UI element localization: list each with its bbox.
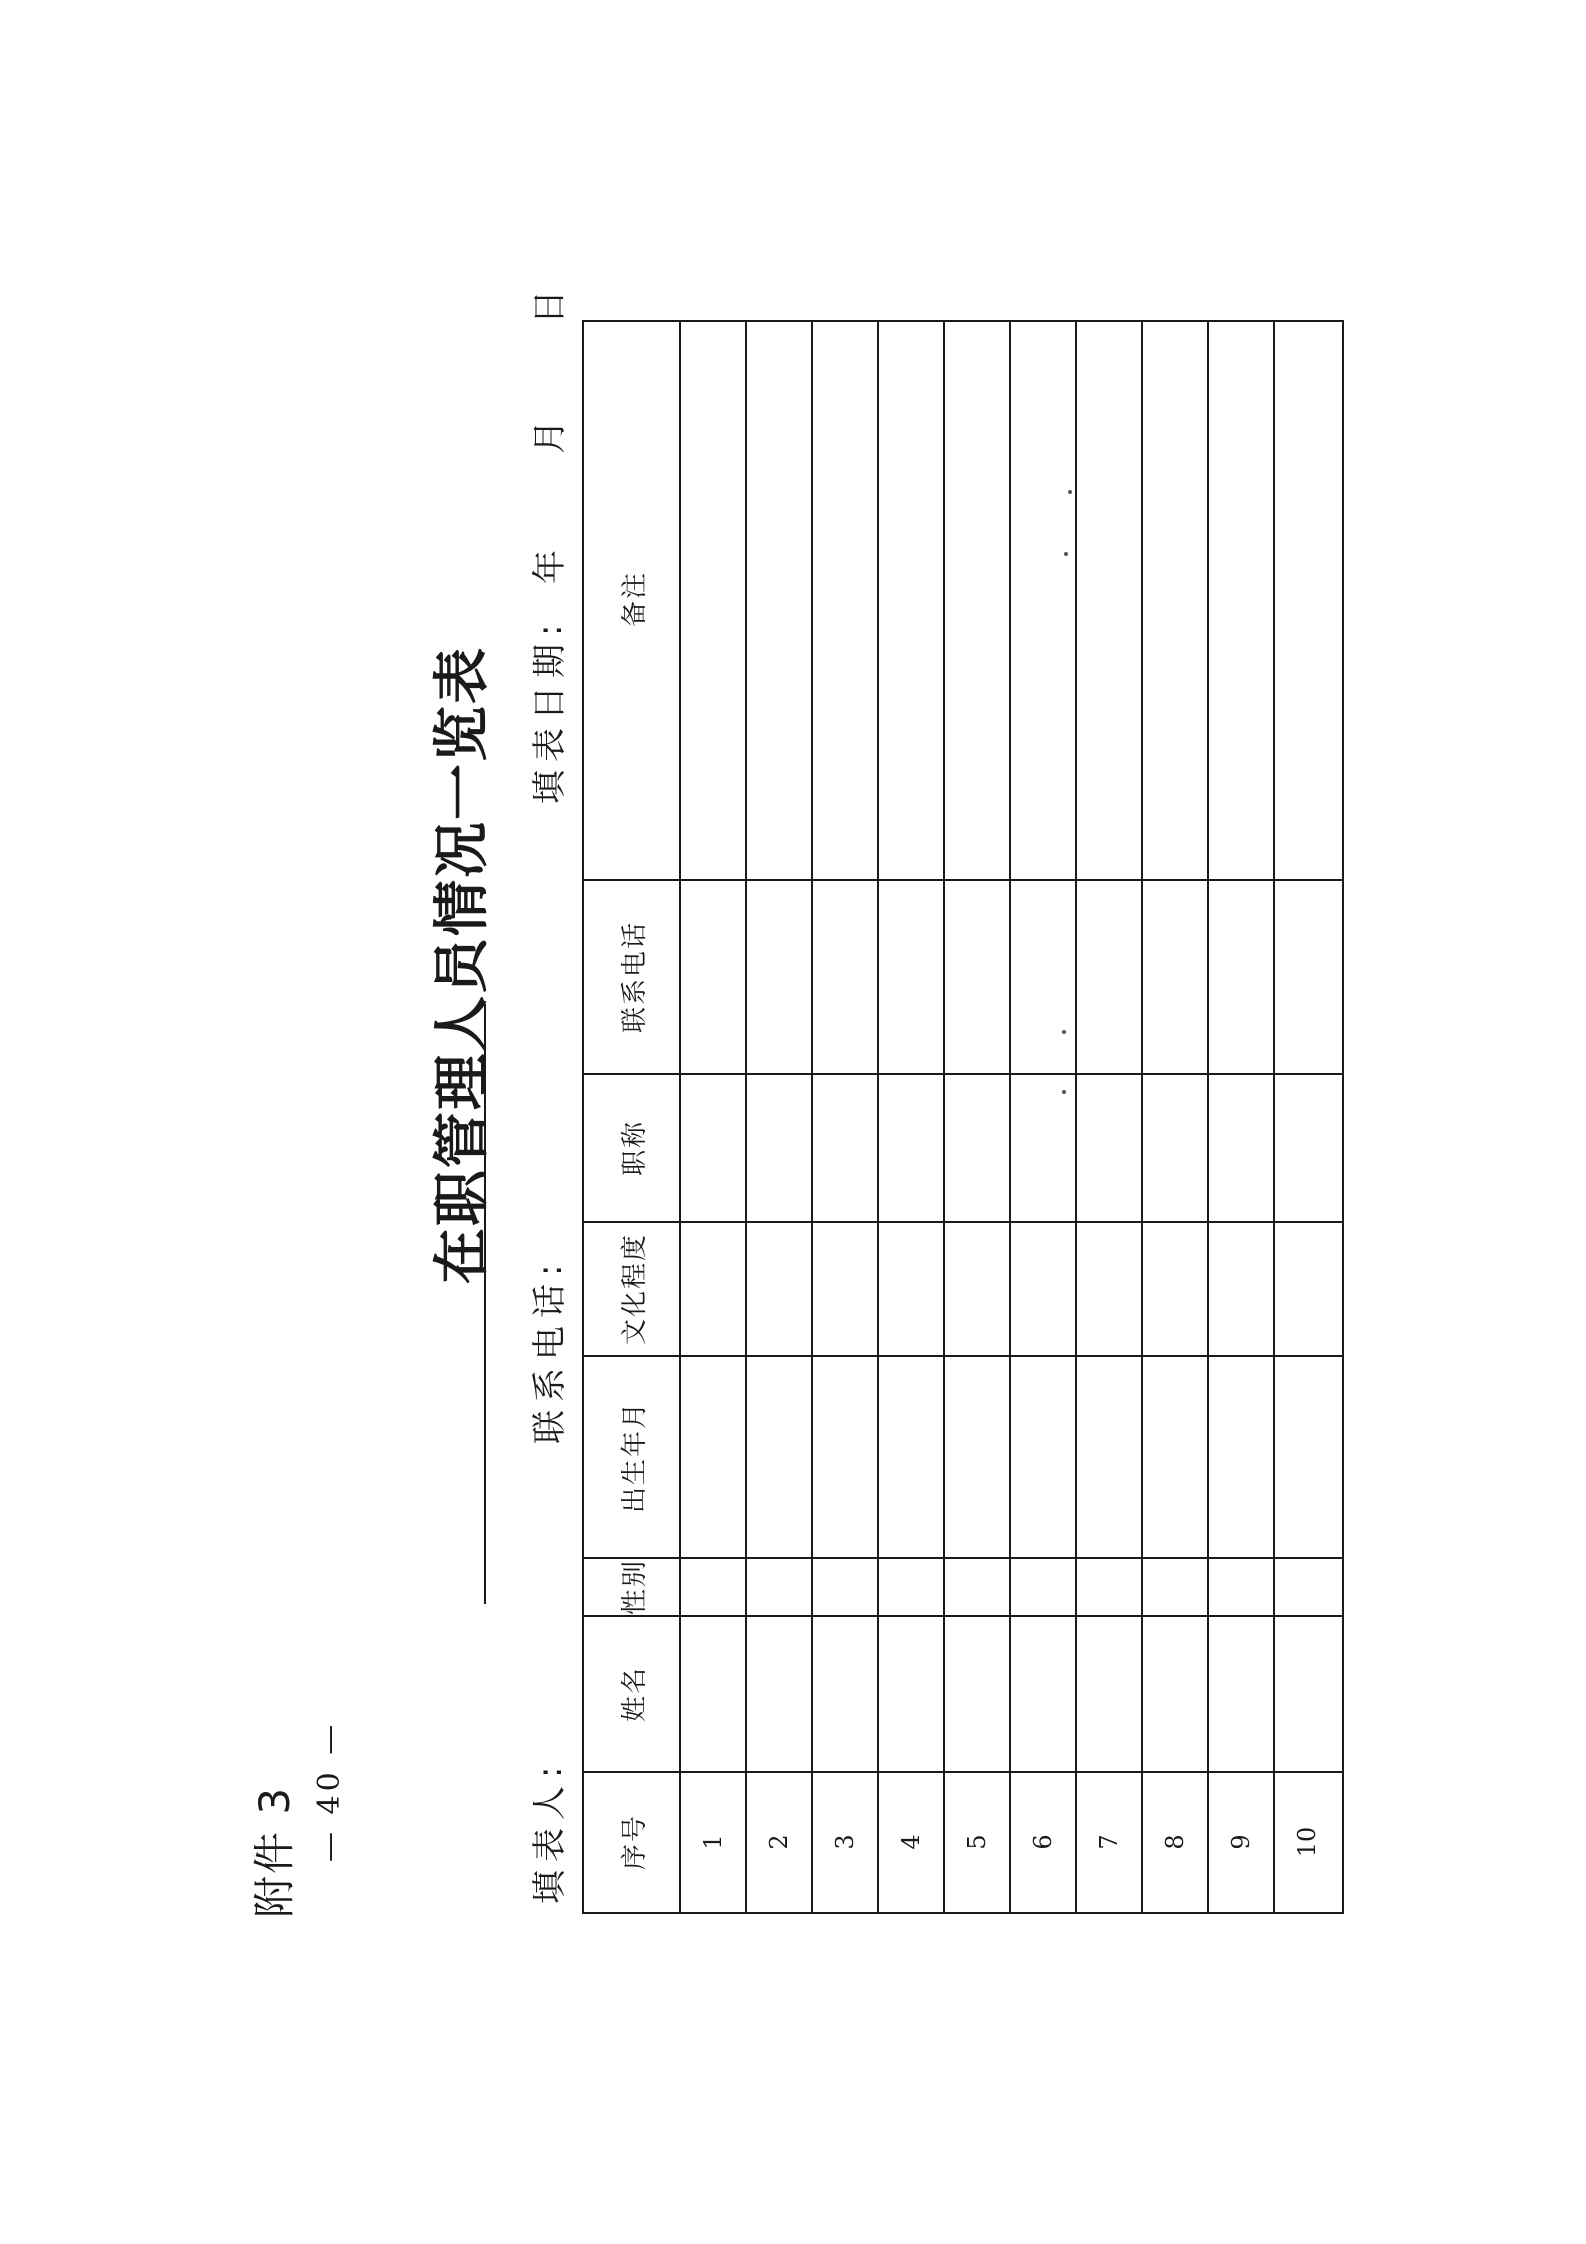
table-row-line — [745, 322, 747, 1912]
table-row-number: 5 — [963, 1834, 991, 1850]
scan-speck — [1062, 1030, 1066, 1034]
table-row-line — [1207, 322, 1209, 1912]
table-column-line — [584, 879, 1342, 881]
table-header-cell: 职称 — [619, 1120, 650, 1177]
table-header-cell: 姓名 — [619, 1666, 650, 1723]
table-row-number: 1 — [699, 1834, 727, 1850]
table-row-line — [1141, 322, 1143, 1912]
filler-label: 填表人: — [530, 1758, 570, 1904]
fill-date-label: 填表日期: — [530, 616, 570, 804]
table-row-line — [1075, 322, 1077, 1912]
day-label: 日 — [530, 282, 570, 324]
page-number: — 40 — — [312, 1720, 347, 1862]
table-header-cell: 出生年月 — [619, 1401, 650, 1514]
table-column-line — [584, 1073, 1342, 1075]
scan-speck — [1062, 1090, 1066, 1094]
title-block — [418, 494, 495, 1604]
table-header-cell: 序号 — [619, 1814, 650, 1871]
attachment-label: 附件 3 — [250, 1785, 299, 1918]
table-column-line — [584, 1221, 1342, 1223]
table-column-line — [584, 1557, 1342, 1559]
table-row-line — [943, 322, 945, 1912]
table-row-line — [1009, 322, 1011, 1912]
scan-speck — [1068, 490, 1072, 494]
page-title: 在职管理人员情况一览表 — [429, 646, 495, 1284]
table-header-cell: 文化程度 — [619, 1233, 650, 1346]
table-header-cell: 联系电话 — [619, 921, 650, 1034]
table-row-number: 2 — [765, 1834, 793, 1850]
table-row-number: 4 — [897, 1834, 925, 1850]
table-row-number: 9 — [1227, 1834, 1255, 1850]
staff-table — [582, 320, 1344, 1914]
table-row-number: 3 — [831, 1834, 859, 1850]
year-label: 年 — [530, 542, 570, 584]
table-row-number: 6 — [1029, 1834, 1057, 1850]
table-row-number: 10 — [1293, 1826, 1321, 1858]
table-row-line — [1273, 322, 1275, 1912]
table-row-line — [877, 322, 879, 1912]
table-column-line — [584, 1615, 1342, 1617]
table-row-number: 8 — [1161, 1834, 1189, 1850]
month-label: 月 — [530, 412, 570, 454]
table-header-cell: 备注 — [619, 571, 650, 628]
table-column-line — [584, 1355, 1342, 1357]
table-row-line — [811, 322, 813, 1912]
scan-speck — [1064, 552, 1068, 556]
phone-label: 联系电话: — [530, 1256, 570, 1444]
table-row-number: 7 — [1095, 1834, 1123, 1850]
table-header-cell: 性别 — [619, 1559, 650, 1616]
